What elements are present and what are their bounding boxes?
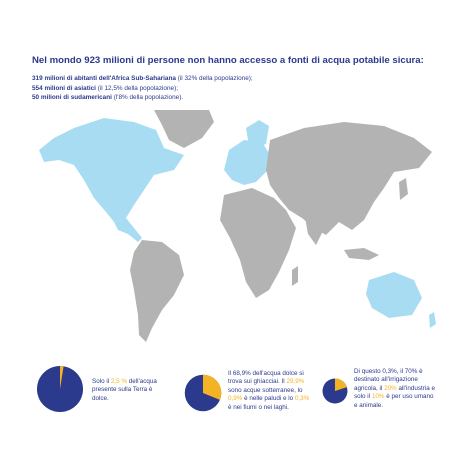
caption-pie-2: Il 68,9% dell'acqua dolce si trova sui ghiacciai. Il 29,9% sono acque sotterranee, lo 0,9% è nelle paludi e lo 0,3% è nei fiumi o nei laghi. [228,370,310,411]
stats-list [32,74,442,103]
map-indonesia [344,248,379,260]
map-greenland [154,110,214,148]
pie-chart-freshwater-share [36,365,84,413]
map-japan [399,178,408,200]
pie-chart-freshwater-distribution [184,374,222,412]
map-central-america [114,218,142,242]
map-india [304,210,326,245]
map-australia [366,272,422,318]
pie-chart-water-usage [322,378,348,404]
map-north-america [39,118,184,222]
headline: Nel mondo 923 milioni di persone non hanno accesso a fonti di acqua potabile sicura: [32,55,424,66]
map-new-zealand [429,312,436,328]
map-asia [266,122,432,235]
caption-pie-1: Solo il 2,5 % dell'acqua presente sulla Terra è dolce. [92,378,157,402]
stat-asia: 554 milioni di asiatici (il 12,5% della popolazione); [32,84,179,92]
world-map [34,110,439,345]
stat-south-america: 50 milioni di sudamericani (l'8% della popolazione). [32,94,184,102]
stat-africa: 319 milioni di abitanti dell'Africa Sub-Sahariana (il 32% della popolazione); [32,75,253,82]
map-madagascar [292,266,298,286]
map-south-america [130,240,184,342]
map-europe [224,140,272,185]
caption-pie-3: Di questo 0,3%, il 70% è destinato all'irrigazione agricola, il 20% all'industria e solo il 10% è per uso umano e animale. [354,368,436,409]
